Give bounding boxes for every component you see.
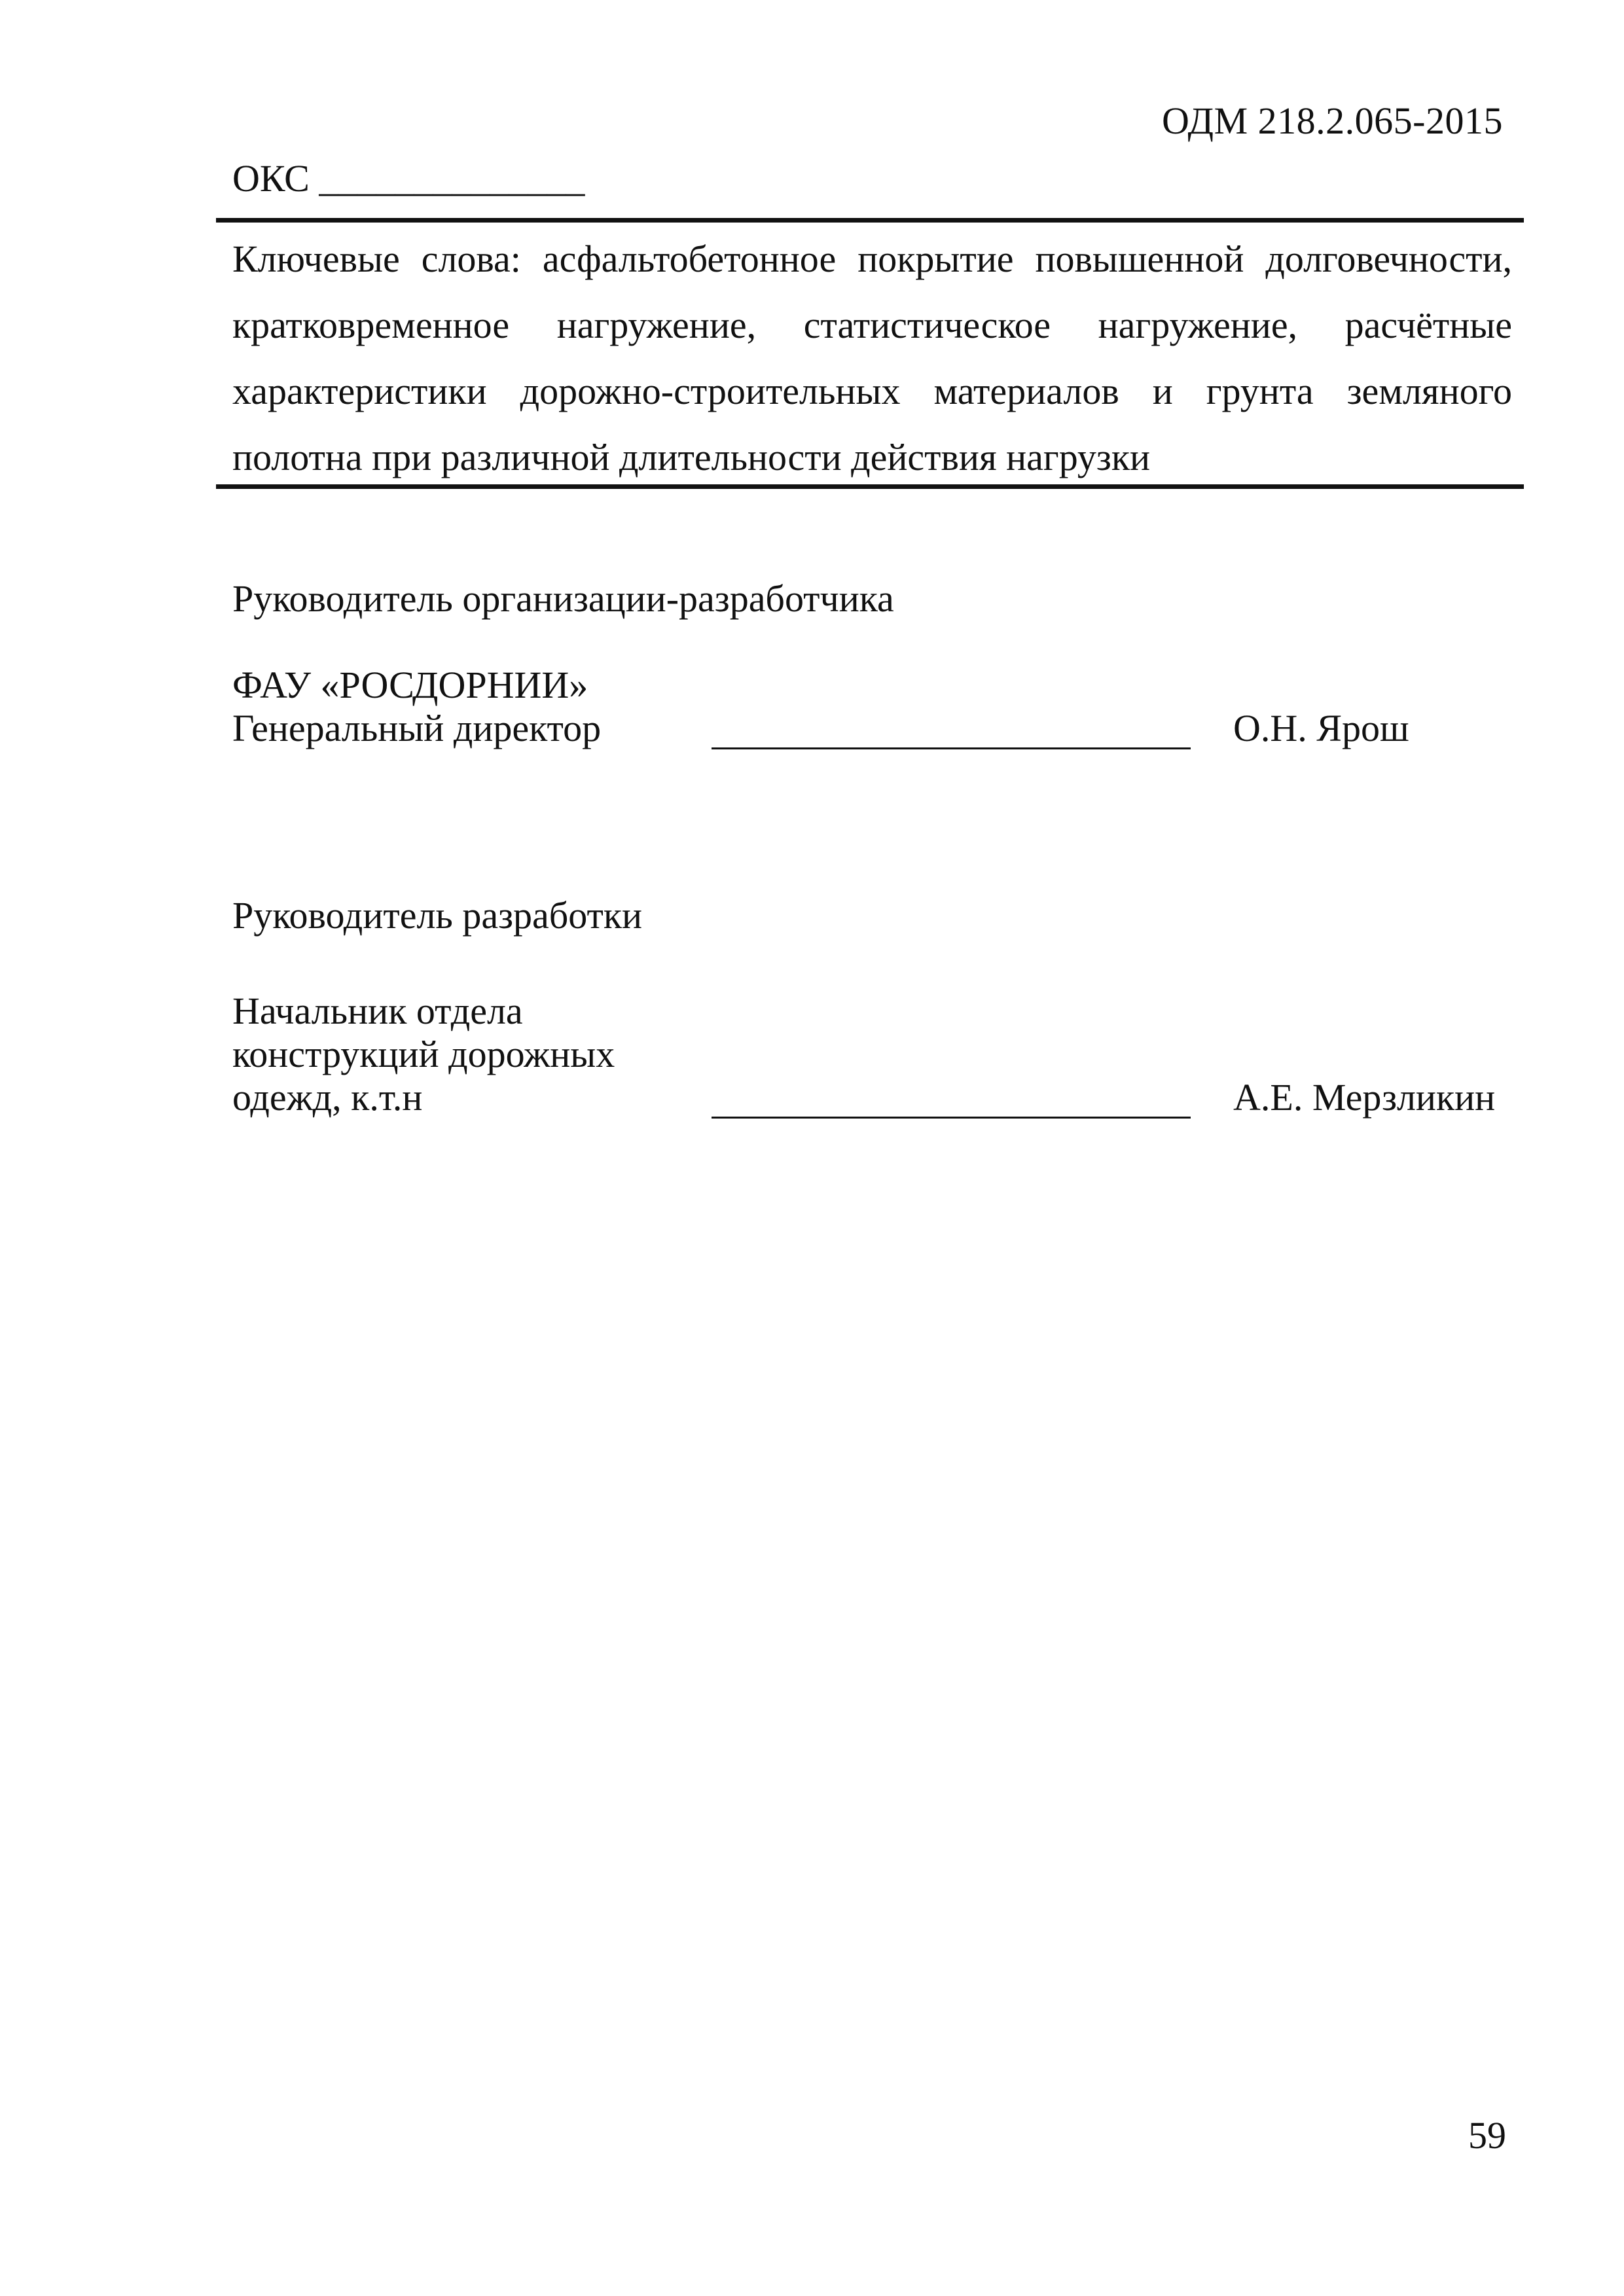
developer-org-position: Генеральный директор: [232, 707, 602, 749]
lead-name: А.Е. Мерзликин: [1233, 1076, 1496, 1119]
oks-field: [232, 156, 585, 202]
oks-blank: ______________: [319, 157, 585, 200]
developer-org-name: ФАУ «РОСДОРНИИ»: [232, 664, 588, 706]
keywords-bottom-rule: [216, 484, 1524, 489]
keywords-top-rule: [216, 218, 1524, 223]
keywords-paragraph: Ключевые слова: асфальтобетонное покрытие повышенной долговечности, кратковременное нагружение, статистическое нагружение, расчётные характеристики дорожно-строительных материалов и грунта земляного полотна при различной длительности действия нагрузки: [232, 238, 1512, 478]
page-number: 59: [1468, 2114, 1506, 2157]
document-code: ОДМ 218.2.065-2015: [1162, 99, 1503, 142]
lead-position-line-3: одежд, к.т.н: [232, 1076, 423, 1119]
lead-position-line-2: конструкций дорожных: [232, 1033, 615, 1075]
oks-label: ОКС: [232, 157, 310, 200]
developer-org-heading: Руководитель организации-разработчика: [232, 577, 894, 620]
development-lead-heading: Руководитель разработки: [232, 894, 643, 937]
signature-line-lead: [712, 1117, 1191, 1119]
director-name: О.Н. Ярош: [1233, 707, 1409, 749]
lead-position-line-1: Начальник отдела: [232, 990, 523, 1032]
signature-line-director: [712, 747, 1191, 749]
